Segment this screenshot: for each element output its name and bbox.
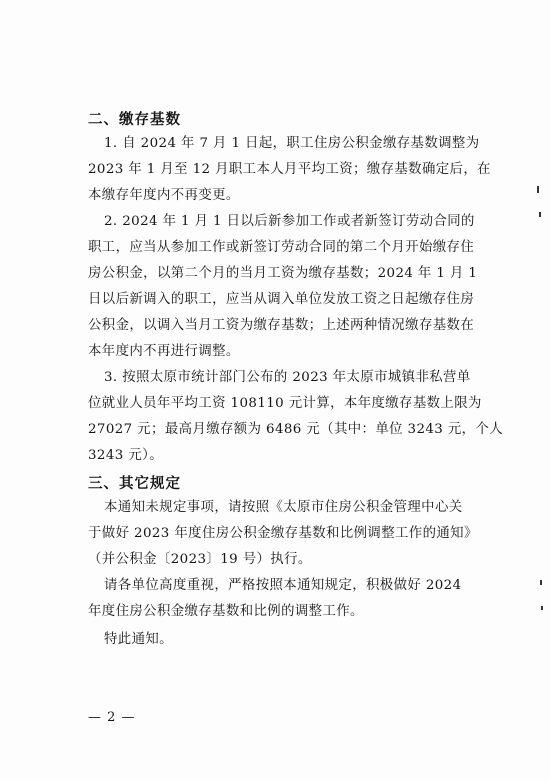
section-heading-other-provisions: 三、其它规定	[88, 476, 181, 492]
paragraph-line: 27027 元；最高月缴存额为 6486 元（其中：单位 3243 元，个人	[88, 422, 504, 437]
paragraph-line: 特此通知。	[104, 632, 173, 647]
scan-mark	[541, 606, 543, 610]
paragraph-line: 3. 按照太原市统计部门公布的 2023 年太原市城镇非私营单	[104, 370, 471, 385]
paragraph-line: 位就业人员年平均工资 108110 元计算，本年度缴存基数上限为	[88, 396, 482, 411]
paragraph-line: 本年度内不再进行调整。	[88, 344, 240, 359]
paragraph-line: 2. 2024 年 1 月 1 日以后新参加工作或者新签订劳动合同的	[104, 214, 475, 229]
scan-mark	[539, 212, 541, 217]
paragraph-line: 1. 自 2024 年 7 月 1 日起，职工住房公积金缴存基数调整为	[104, 136, 480, 151]
paragraph-line: 日以后新调入的职工，应当从调入单位发放工资之日起缴存住房	[88, 292, 475, 307]
paragraph-line: 3243 元）。	[88, 448, 164, 463]
paragraph-line: 2023 年 1 月至 12 月职工本人月平均工资；缴存基数确定后，在	[88, 162, 491, 177]
scan-mark	[540, 580, 542, 585]
scan-mark	[537, 186, 539, 193]
paragraph-line: 请各单位高度重视，严格按照本通知规定，积极做好 2024	[104, 578, 462, 593]
section-heading-contribution-base: 二、缴存基数	[88, 112, 181, 128]
paragraph-line: 职工，应当从参加工作或新签订劳动合同的第二个月开始缴存住	[88, 240, 475, 255]
paragraph-line: 于做好 2023 年度住房公积金缴存基数和比例调整工作的通知》	[88, 526, 478, 541]
paragraph-line: 本通知未规定事项，请按照《太原市住房公积金管理中心关	[104, 500, 463, 515]
paragraph-line: 本缴存年度内不再变更。	[88, 188, 240, 203]
paragraph-line: 年度住房公积金缴存基数和比例的调整工作。	[88, 604, 364, 619]
paragraph-line: 房公积金，以第二个月的当月工资为缴存基数；2024 年 1 月 1	[88, 266, 478, 281]
paragraph-line: （并公积金〔2023〕19 号）执行。	[88, 552, 312, 567]
page-number: — 2 —	[88, 710, 136, 725]
paragraph-line: 公积金，以调入当月工资为缴存基数；上述两种情况缴存基数在	[88, 318, 475, 333]
